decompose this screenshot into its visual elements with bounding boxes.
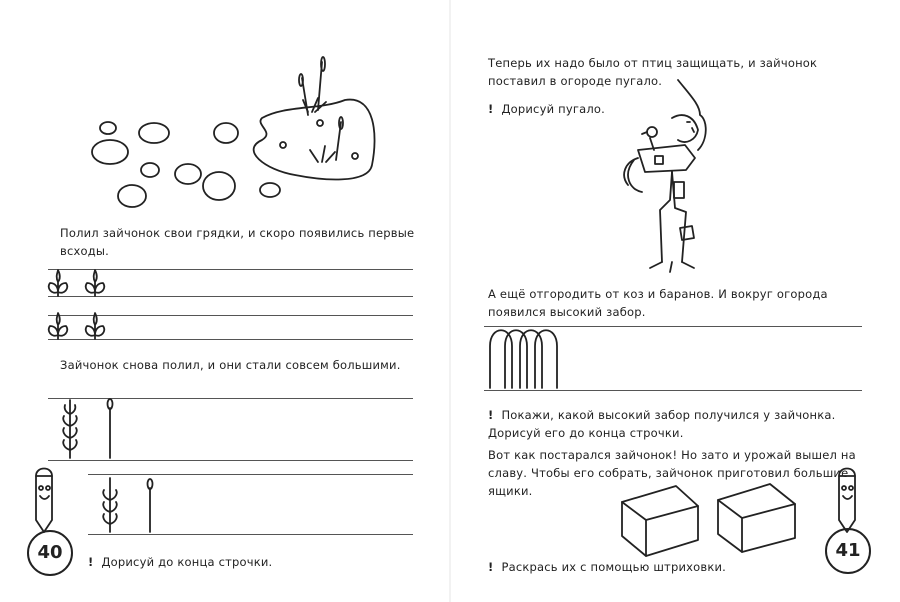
right-text-3: Вот как постарался зайчонок! Но зато и урожай вышел на славу. Чтобы его собрать, зайчонок приготовил большие ящики. bbox=[488, 448, 856, 498]
page-number: 41 bbox=[825, 528, 871, 574]
left-text-2: Зайчонок снова полил, и они стали совсем большими. bbox=[60, 358, 401, 372]
right-instruction-3 bbox=[488, 558, 726, 576]
instruction-text: Дорисуй пугало. bbox=[501, 102, 605, 116]
instruction-text: Покажи, какой высокий забор получился у зайчонка. Дорисуй его до конца строчки. bbox=[488, 408, 836, 440]
left-instruction bbox=[88, 553, 272, 571]
instruction-text: Дорисуй до конца строчки. bbox=[101, 555, 273, 569]
right-page bbox=[450, 0, 900, 602]
exclamation-icon: ! bbox=[488, 102, 494, 116]
exclamation-icon: ! bbox=[88, 555, 94, 569]
right-text-2: А ещё отгородить от коз и баранов. И вокруг огорода появился высокий забор. bbox=[488, 287, 828, 319]
exclamation-icon: ! bbox=[488, 408, 494, 422]
right-text-1: Теперь их надо было от птиц защищать, и зайчонок поставил в огороде пугало. bbox=[488, 56, 818, 88]
exclamation-icon: ! bbox=[488, 560, 494, 574]
left-text-1: Полил зайчонок свои грядки, и скоро появились первые всходы. bbox=[60, 226, 415, 258]
page-number: 40 bbox=[27, 530, 73, 576]
pencil-mascot-icon bbox=[833, 462, 873, 534]
instruction-text: Раскрась их с помощью штриховки. bbox=[501, 560, 727, 574]
pencil-mascot-icon bbox=[30, 462, 70, 534]
